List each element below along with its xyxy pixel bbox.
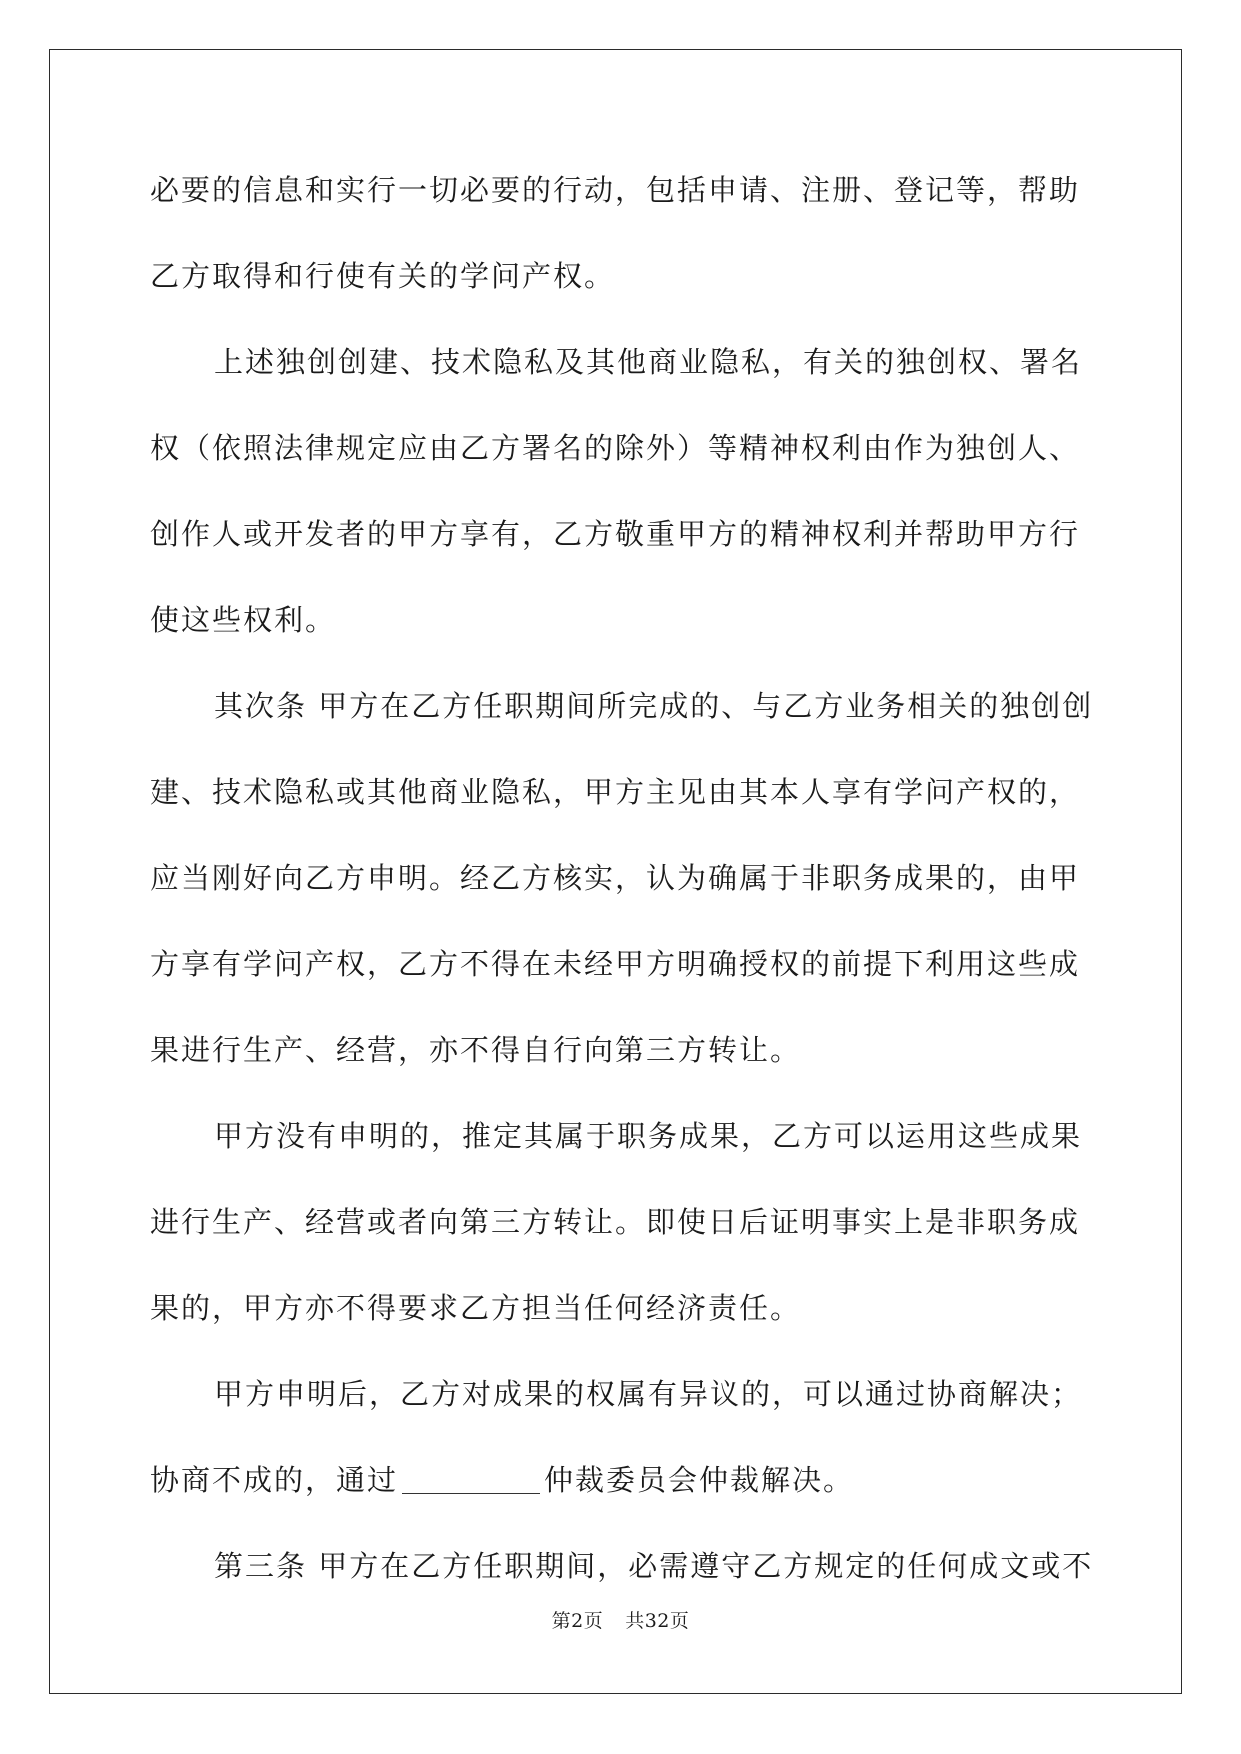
text-line: 甲方没有申明的，推定其属于职务成果，乙方可以运用这些成果 bbox=[214, 1119, 1083, 1153]
text-line: 必要的信息和实行一切必要的行动，包括申请、注册、登记等，帮助 bbox=[150, 173, 1081, 207]
document-body bbox=[150, 158, 1094, 1599]
text-line: 使这些权利。 bbox=[150, 603, 337, 637]
page-number: 第2页 bbox=[551, 1610, 604, 1632]
text-line: 方享有学问产权，乙方不得在未经甲方明确授权的前提下利用这些成 bbox=[150, 947, 1081, 981]
text-line: 建、技术隐私或其他商业隐私，甲方主见由其本人享有学问产权的， bbox=[150, 775, 1081, 809]
fill-in-blank bbox=[402, 1492, 540, 1494]
text-line-prefix: 协商不成的，通过 bbox=[150, 1463, 399, 1497]
text-line: 进行生产、经营或者向第三方转让。即使日后证明事实上是非职务成 bbox=[150, 1205, 1081, 1239]
text-line: 第三条 甲方在乙方任职期间，必需遵守乙方规定的任何成文或不 bbox=[214, 1549, 1094, 1583]
total-pages: 共32页 bbox=[625, 1610, 690, 1632]
text-line: 乙方取得和行使有关的学问产权。 bbox=[150, 259, 616, 293]
text-line: 上述独创创建、技术隐私及其他商业隐私，有关的独创权、署名 bbox=[214, 345, 1083, 379]
text-line: 创作人或开发者的甲方享有，乙方敬重甲方的精神权利并帮助甲方行 bbox=[150, 517, 1081, 551]
text-line bbox=[150, 1448, 1090, 1513]
text-line: 应当刚好向乙方申明。经乙方核实，认为确属于非职务成果的，由甲 bbox=[150, 861, 1081, 895]
text-line: 果进行生产、经营，亦不得自行向第三方转让。 bbox=[150, 1033, 802, 1067]
text-line-suffix: 仲裁委员会仲裁解决。 bbox=[544, 1463, 855, 1497]
text-line: 其次条 甲方在乙方任职期间所完成的、与乙方业务相关的独创创 bbox=[214, 689, 1094, 723]
text-line: 权（依照法律规定应由乙方署名的除外）等精神权利由作为独创人、 bbox=[150, 431, 1081, 465]
text-line: 果的，甲方亦不得要求乙方担当任何经济责任。 bbox=[150, 1291, 802, 1325]
text-line: 甲方申明后，乙方对成果的权属有异议的，可以通过协商解决； bbox=[214, 1377, 1083, 1411]
page-footer bbox=[0, 1606, 1241, 1633]
